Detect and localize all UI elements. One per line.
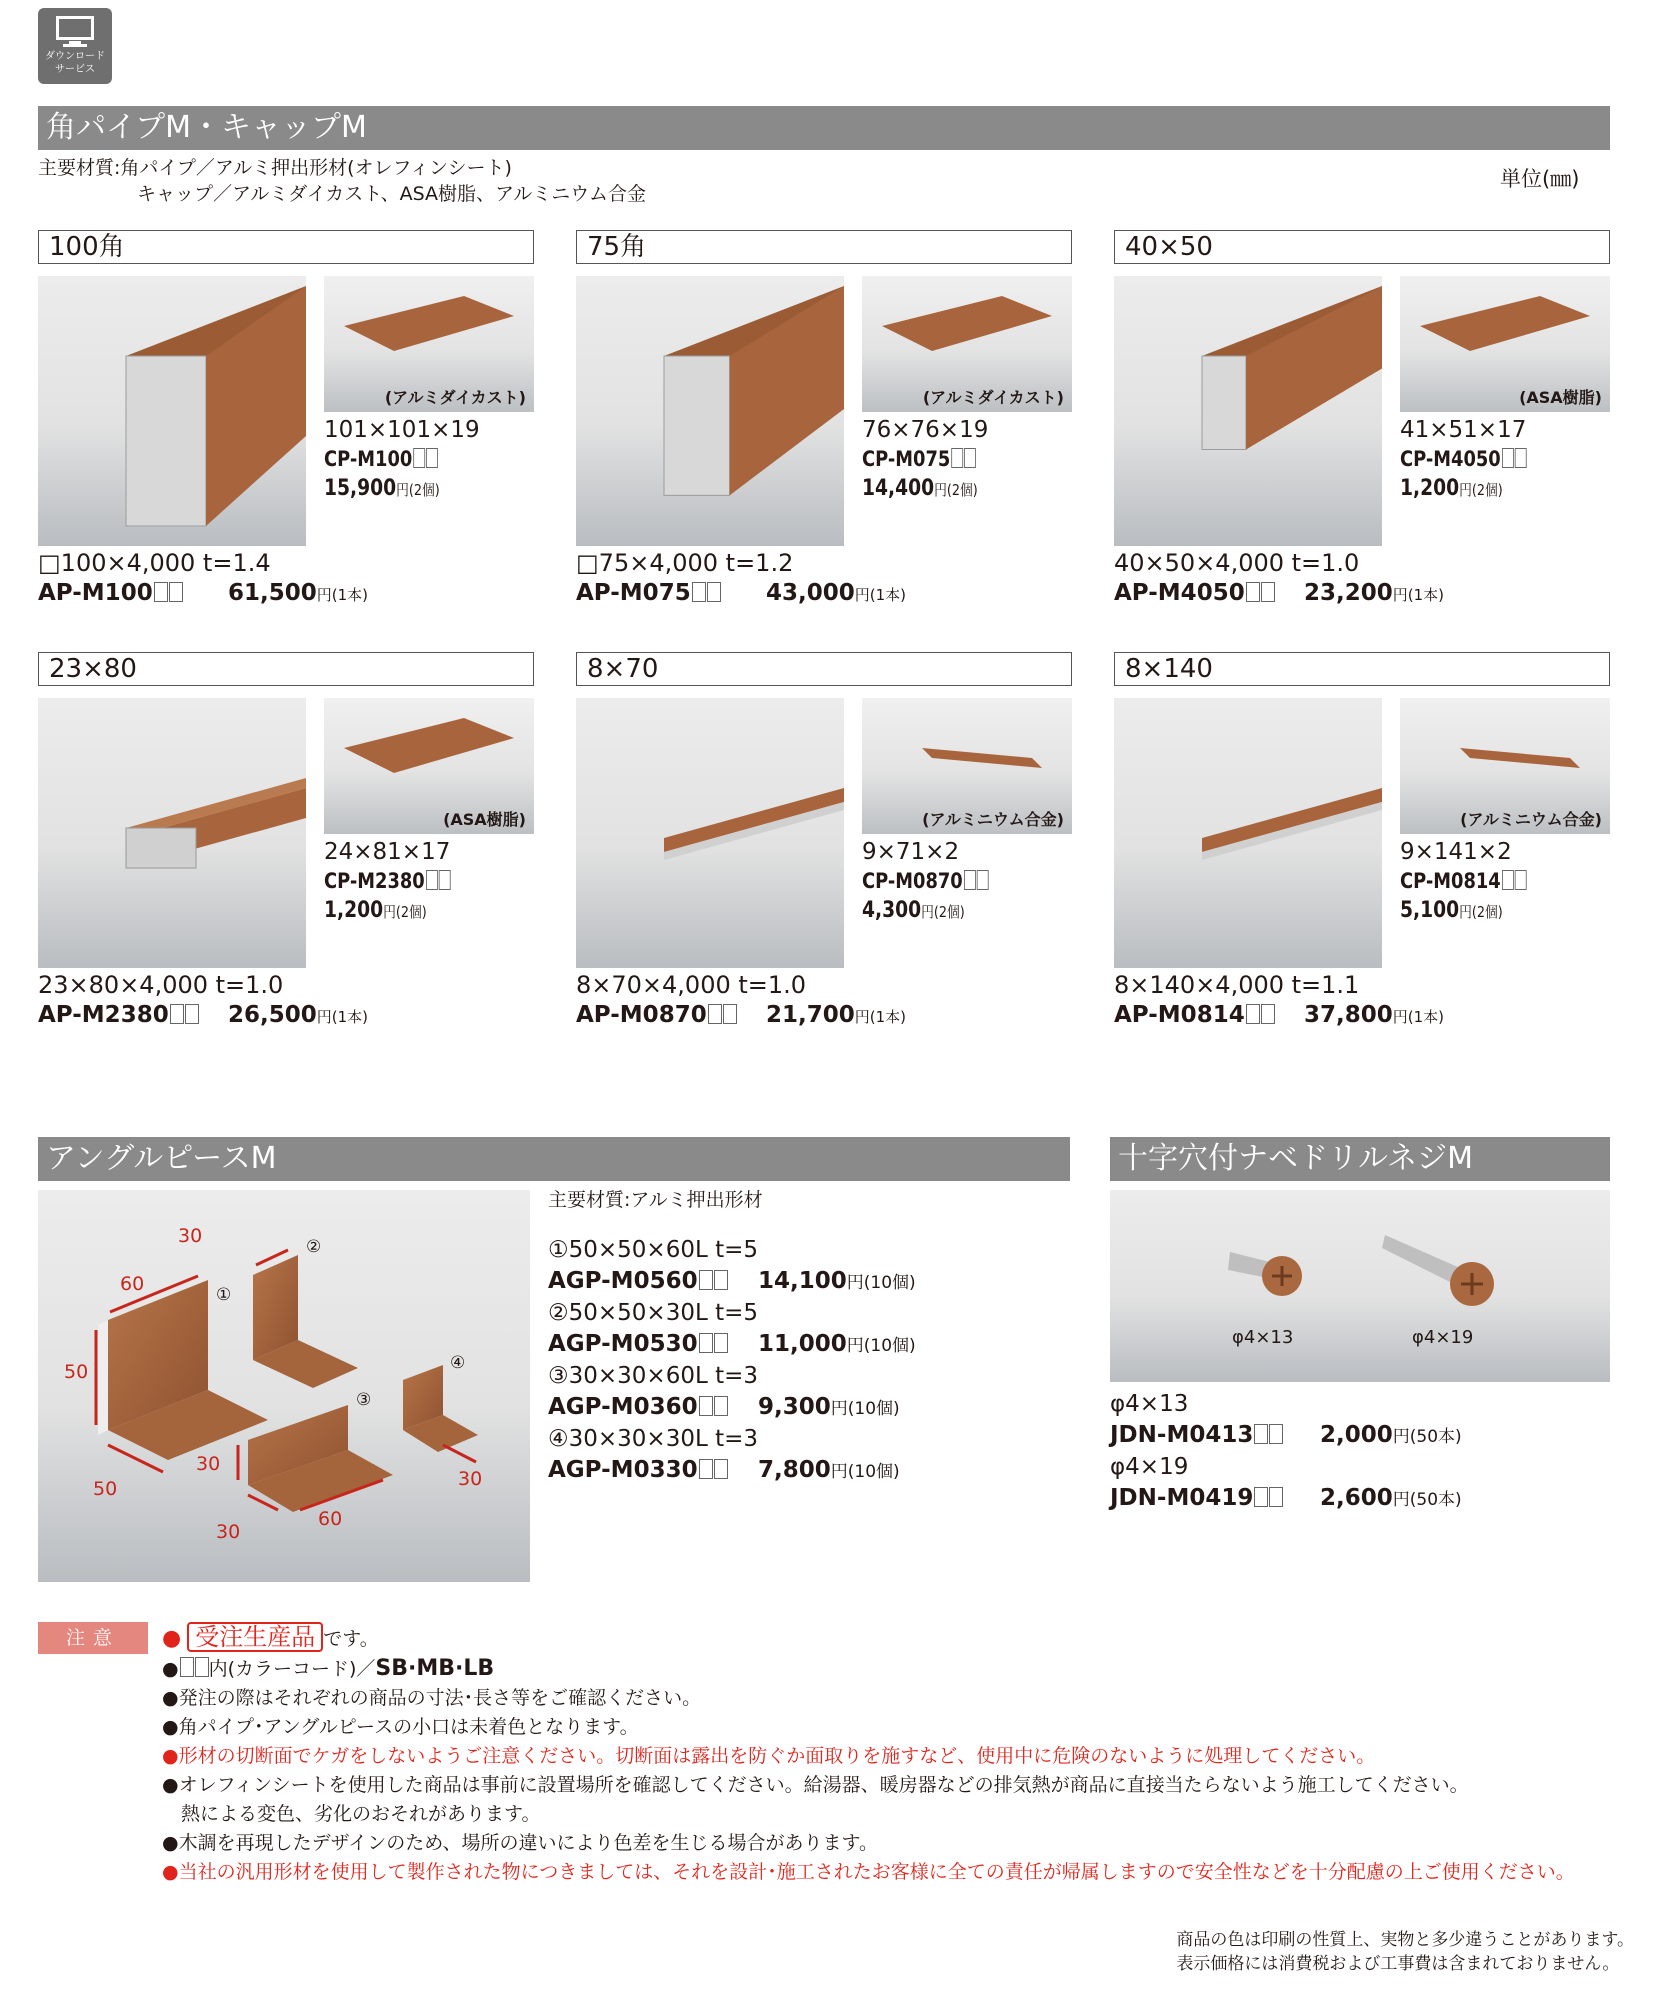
cap-photo <box>862 276 1072 412</box>
screw-dimensions: φ4×13 <box>1110 1391 1189 1417</box>
dim-50-bottom: 50 <box>93 1478 118 1500</box>
footer-notes <box>1176 1928 1634 1976</box>
cap-photo <box>324 276 534 412</box>
pipe-photo <box>576 698 844 968</box>
angle-dimensions: ①50×50×60L t=5 <box>548 1237 759 1263</box>
download-service-icon[interactable] <box>38 8 112 84</box>
pipe-dimensions: 8×140×4,000 t=1.1 <box>1114 971 1360 999</box>
pipe-dimensions: 40×50×4,000 t=1.0 <box>1114 549 1360 577</box>
angle-piece-diagram <box>38 1190 530 1582</box>
made-to-order-badge: 受注生産品 <box>187 1622 323 1652</box>
cap-material: (ASA樹脂) <box>1519 388 1602 407</box>
pipe-item <box>38 230 534 630</box>
pipe-size-label: 8×70 <box>576 652 1072 686</box>
note-line: ●発注の際はそれぞれの商品の寸法･長さ等をご確認ください。 <box>162 1687 702 1709</box>
pipe-item <box>1114 652 1610 1052</box>
note-line: ●木調を再現したデザインのため、場所の違いにより色差を生じる場合があります。 <box>162 1832 878 1854</box>
cap-code: CP-M075 <box>862 444 976 474</box>
cap-code: CP-M100 <box>324 444 438 474</box>
screw-photo <box>1110 1190 1610 1382</box>
pipe-material-1: 主要材質:角パイプ／アルミ押出形材(オレフィンシート) <box>38 157 512 179</box>
pipe-photo <box>38 698 306 968</box>
cap-code: CP-M4050 <box>1400 444 1526 474</box>
note-line: ●当社の汎用形材を使用して製作された物につきましては、それを設計･施工されたお客様に全ての責任が帰属しますので安全性などを十分配慮の上ご使用ください。 <box>162 1861 1575 1883</box>
pipe-dimensions: □100×4,000 t=1.4 <box>38 549 271 577</box>
cap-material: (ASA樹脂) <box>443 810 526 829</box>
cap-dimensions: 41×51×17 <box>1400 417 1527 443</box>
screw-price-list <box>1110 1390 1462 1516</box>
pipe-item <box>576 230 1072 630</box>
pipe-dimensions: 23×80×4,000 t=1.0 <box>38 971 284 999</box>
angle-dimensions: ③30×30×60L t=3 <box>548 1363 759 1389</box>
pipe-section-title: 角パイプM・キャップM <box>38 106 1610 150</box>
note-line: ●形材の切断面でケガをしないようご注意ください。切断面は露出を防ぐか面取りを施すなど、使用中に危険のないように処理してください。 <box>162 1745 1376 1767</box>
cap-code: CP-M2380 <box>324 866 450 896</box>
pipe-photo <box>576 276 844 546</box>
angle-price: AGP-M0560 14,100円(10個) <box>548 1268 916 1294</box>
angle-price-list <box>548 1236 916 1488</box>
cap-dimensions: 9×71×2 <box>862 839 960 865</box>
unit-label: 単位(㎜) <box>1500 167 1580 191</box>
screw-photo-label-1: φ4×13 <box>1232 1327 1294 1348</box>
notes-tag: 注意 <box>38 1622 148 1654</box>
dim-30-mid: 30 <box>196 1453 221 1475</box>
screw-dimensions: φ4×19 <box>1110 1454 1189 1480</box>
cap-photo <box>1400 698 1610 834</box>
dim-30-top: 30 <box>178 1225 203 1247</box>
footer-line-1: 商品の色は印刷の性質上、実物と多少違うことがあります。 <box>1176 1930 1634 1950</box>
pipe-price-line: AP-M0870 21,700円(1本) <box>576 1002 907 1028</box>
footer-line-2: 表示価格には消費税および工事費は含まれておりません。 <box>1176 1954 1620 1974</box>
pipe-price-line: AP-M075 43,000円(1本) <box>576 580 907 606</box>
label-2: ② <box>306 1237 322 1257</box>
color-code-prefix: 内(カラーコード)／ <box>208 1658 376 1680</box>
monitor-icon <box>53 14 97 48</box>
pipe-photo <box>1114 698 1382 968</box>
notes-block: ● 受注生産品 です。 ● 内(カラーコード)／SB·MB·LB ●発注の際はそれぞれの商品の寸法･長さ等をご確認ください。 ●角パイプ･アングルピースの小口は未着色となります。 ●形材の切断面でケガをしないようご注意ください。切断面は露出を防ぐか面取りを施すなど、使用中に危険のないように処理してください。 ●オレフィンシートを使用した商品は事前に設置場所を確認してください。給湯器、暖房器などの排気熱が商品に直接当たらないよう施工してください。 熱による変色、劣化のおそれがあります。 ●木調を再現したデザインのため、場所の違いにより色差を生じる場合があります。 ●当社の汎用形材を使用して製作された物につきましては、それを設計･施工されたお客様に全ての責任が帰属しますので安全性などを十分配慮の上ご使用ください。 <box>162 1622 1575 1887</box>
cap-dimensions: 9×141×2 <box>1400 839 1512 865</box>
screw-section-title: 十字穴付ナベドリルネジM <box>1110 1137 1610 1181</box>
note-line: ●オレフィンシートを使用した商品は事前に設置場所を確認してください。給湯器、暖房器などの排気熱が商品に直接当たらないよう施工してください。 <box>162 1774 1469 1796</box>
note-line: 熱による変色、劣化のおそれがあります。 <box>162 1803 541 1825</box>
cap-dimensions: 76×76×19 <box>862 417 989 443</box>
label-1: ① <box>216 1285 232 1305</box>
pipe-item <box>576 652 1072 1052</box>
cap-photo <box>1400 276 1610 412</box>
download-label-1: ダウンロード <box>45 51 105 62</box>
cap-price: 5,100円(2個) <box>1400 898 1503 923</box>
cap-material: (アルミダイカスト) <box>384 388 526 407</box>
cap-price: 4,300円(2個) <box>862 898 965 923</box>
cap-dimensions: 101×101×19 <box>324 417 480 443</box>
note-line: ●角パイプ･アングルピースの小口は未着色となります。 <box>162 1716 639 1738</box>
pipe-dimensions: 8×70×4,000 t=1.0 <box>576 971 807 999</box>
angle-price: AGP-M0360 9,300円(10個) <box>548 1394 900 1420</box>
pipe-size-label: 23×80 <box>38 652 534 686</box>
pipe-size-label: 40×50 <box>1114 230 1610 264</box>
dim-30-right: 30 <box>458 1468 483 1490</box>
pipe-price-line: AP-M100 61,500円(1本) <box>38 580 369 606</box>
screw-price: JDN-M0413 2,000円(50本) <box>1110 1422 1462 1448</box>
cap-price: 1,200円(2個) <box>324 898 427 923</box>
pipe-photo <box>38 276 306 546</box>
pipe-size-label: 75角 <box>576 230 1072 264</box>
screw-price: JDN-M0419 2,600円(50本) <box>1110 1485 1462 1511</box>
cap-material: (アルミニウム合金) <box>1460 810 1602 829</box>
pipe-price-line: AP-M4050 23,200円(1本) <box>1114 580 1445 606</box>
download-label-2: サービス <box>55 64 95 75</box>
pipe-dimensions: □75×4,000 t=1.2 <box>576 549 794 577</box>
pipe-item <box>1114 230 1610 630</box>
cap-code: CP-M0870 <box>862 866 988 896</box>
made-to-order-suffix: です。 <box>323 1628 379 1650</box>
cap-price: 1,200円(2個) <box>1400 476 1503 501</box>
cap-material: (アルミニウム合金) <box>922 810 1064 829</box>
pipe-size-label: 8×140 <box>1114 652 1610 686</box>
angle-dimensions: ②50×50×30L t=5 <box>548 1300 759 1326</box>
color-codes: SB·MB·LB <box>375 1656 495 1681</box>
angle-price: AGP-M0530 11,000円(10個) <box>548 1331 916 1357</box>
cap-price: 14,400円(2個) <box>862 476 978 501</box>
pipe-material-2: キャップ／アルミダイカスト、ASA樹脂、アルミニウム合金 <box>137 183 647 205</box>
cap-price: 15,900円(2個) <box>324 476 440 501</box>
dim-50-left: 50 <box>64 1361 89 1383</box>
label-3: ③ <box>356 1390 372 1410</box>
pipe-price-line: AP-M2380 26,500円(1本) <box>38 1002 369 1028</box>
dim-60-low: 60 <box>318 1508 343 1530</box>
cap-photo <box>324 698 534 834</box>
angle-section-title: アングルピースM <box>38 1137 1070 1181</box>
angle-dimensions: ④30×30×30L t=3 <box>548 1426 759 1452</box>
pipe-item <box>38 652 534 1052</box>
angle-price: AGP-M0330 7,800円(10個) <box>548 1457 900 1483</box>
cap-dimensions: 24×81×17 <box>324 839 451 865</box>
pipe-price-line: AP-M0814 37,800円(1本) <box>1114 1002 1445 1028</box>
pipe-photo <box>1114 276 1382 546</box>
pipe-size-label: 100角 <box>38 230 534 264</box>
label-4: ④ <box>450 1353 466 1373</box>
dim-60: 60 <box>120 1273 145 1295</box>
cap-photo <box>862 698 1072 834</box>
cap-material: (アルミダイカスト) <box>922 388 1064 407</box>
angle-material: 主要材質:アルミ押出形材 <box>548 1189 763 1211</box>
dim-30-low: 30 <box>216 1521 241 1543</box>
screw-photo-label-2: φ4×19 <box>1412 1327 1474 1348</box>
cap-code: CP-M0814 <box>1400 866 1526 896</box>
